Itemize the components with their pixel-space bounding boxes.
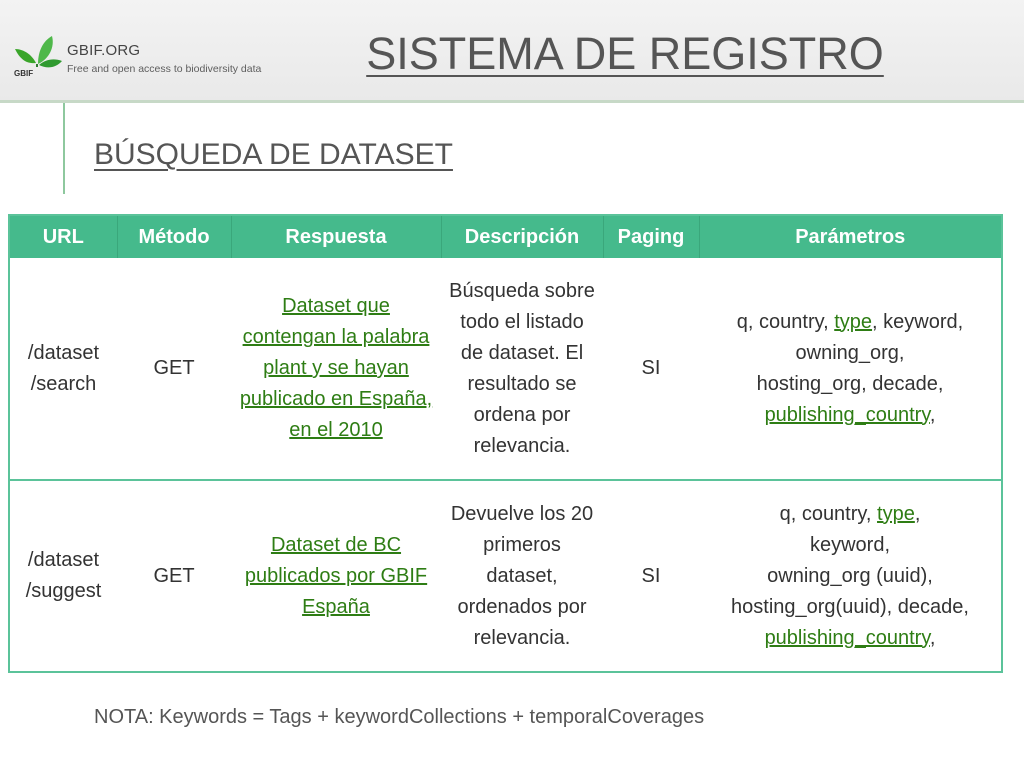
page-title: SISTEMA DE REGISTRO — [366, 28, 884, 79]
table-row — [9, 480, 1002, 672]
endpoints-table — [8, 214, 1003, 673]
logo-tagline: Free and open access to biodiversity data — [67, 63, 262, 75]
table-row — [9, 258, 1002, 480]
paging-cell: SI — [641, 357, 661, 379]
params-cell: q, country, type, keyword, owning_org (uuid), hosting_org(uuid), decade, publishing_country, — [699, 480, 1002, 672]
description-cell: Devuelve los 20 primeros dataset, ordenados por relevancia. — [441, 480, 603, 672]
type-link[interactable]: type — [877, 502, 915, 525]
footnote: NOTA: Keywords = Tags + keywordCollections + temporalCoverages — [94, 706, 705, 728]
col-header-params: Parámetros — [699, 215, 1002, 258]
table-header-row — [9, 215, 1002, 258]
publishing-country-link[interactable]: publishing_country — [764, 626, 930, 649]
col-header-url: URL — [9, 215, 117, 258]
url-cell: /dataset /suggest — [9, 480, 117, 672]
response-cell — [231, 480, 441, 672]
section-title: BÚSQUEDA DE DATASET — [94, 138, 453, 171]
params-cell: q, country, type, keyword, owning_org, hosting_org, decade, publishing_country, — [736, 310, 964, 426]
description-cell: Búsqueda sobre todo el listado de dataset. El resultado se ordena por relevancia. — [449, 279, 595, 457]
col-header-method: Método — [117, 215, 231, 258]
response-cell — [231, 258, 441, 480]
col-header-paging: Paging — [603, 215, 699, 258]
col-header-description: Descripción — [441, 215, 603, 258]
col-header-response: Respuesta — [231, 215, 441, 258]
accent-divider — [63, 103, 65, 194]
logo-name: GBIF.ORG — [67, 42, 141, 59]
logo-brand: GBIF — [14, 69, 34, 78]
type-link[interactable]: type — [834, 310, 873, 333]
method-cell: GET — [117, 480, 231, 672]
response-link[interactable]: Dataset que contengan la palabra plant y se hayan publicado en España, en el 2010 — [239, 295, 433, 441]
header-divider — [0, 100, 1024, 103]
gbif-logo[interactable] — [12, 33, 64, 81]
url-cell: /dataset /search — [27, 341, 100, 395]
paging-cell: SI — [603, 480, 699, 672]
method-cell: GET — [153, 357, 195, 379]
header-bar — [0, 0, 1024, 100]
response-link[interactable]: Dataset de BC publicados por GBIF España — [244, 533, 428, 618]
publishing-country-link[interactable]: publishing_country — [764, 403, 930, 426]
